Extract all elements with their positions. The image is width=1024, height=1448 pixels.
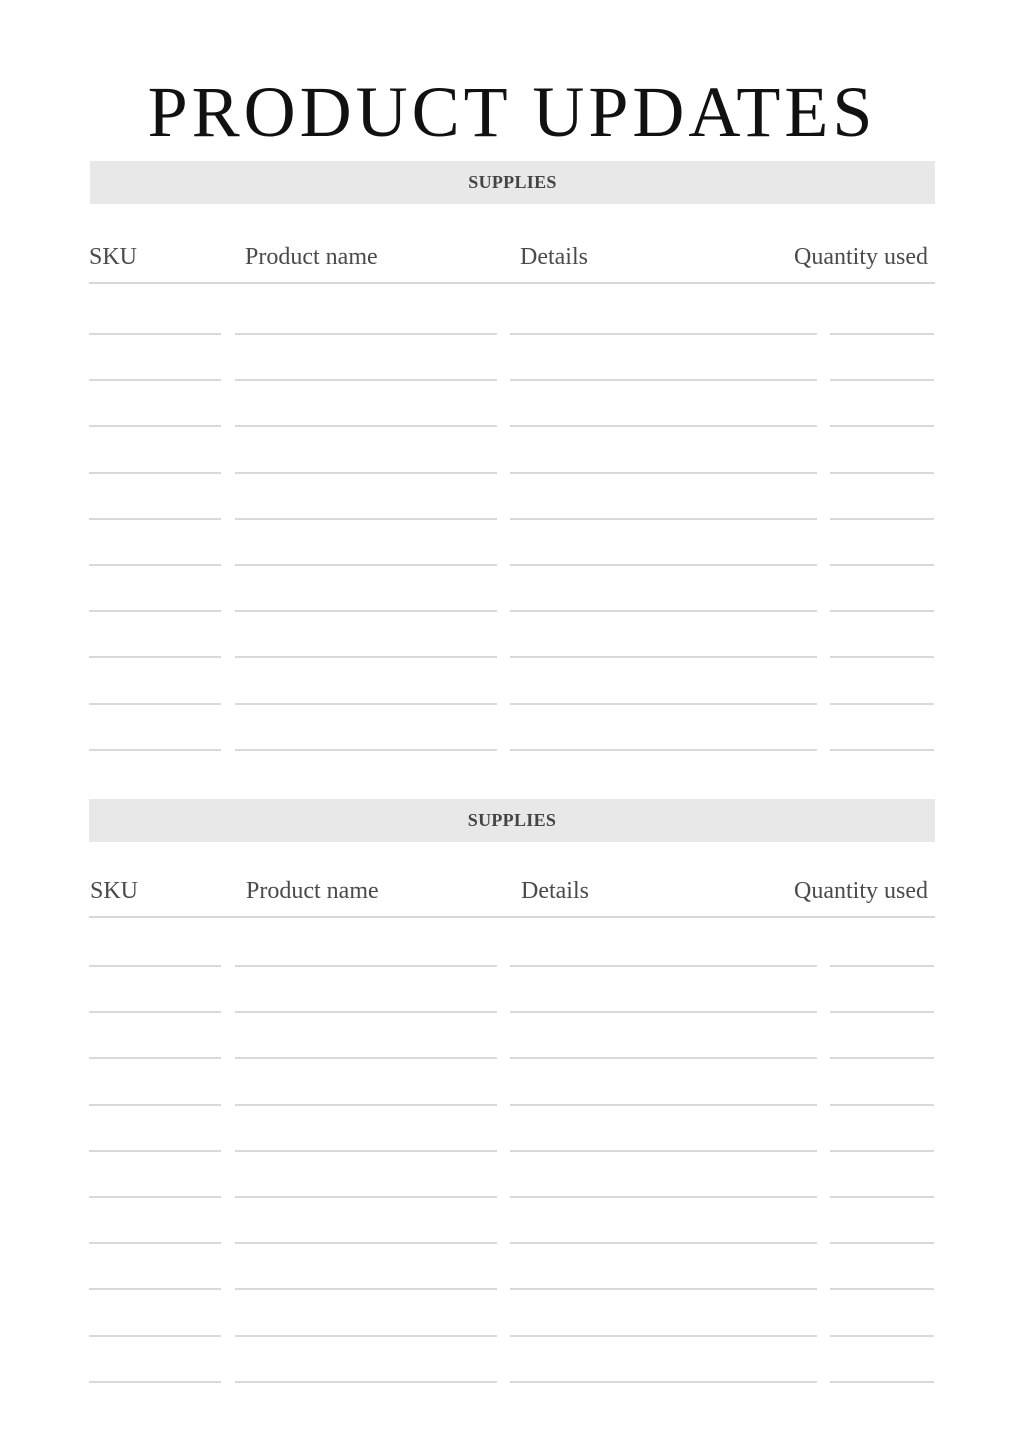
quantity-used-cell[interactable] bbox=[830, 1011, 934, 1013]
sku-cell[interactable] bbox=[89, 1104, 221, 1106]
quantity-used-cell[interactable] bbox=[830, 1150, 934, 1152]
quantity-used-cell[interactable] bbox=[830, 1242, 934, 1244]
details-cell[interactable] bbox=[510, 379, 817, 381]
section-header: SUPPLIES bbox=[89, 799, 935, 842]
header-divider bbox=[89, 282, 935, 284]
column-header-sku: SKU bbox=[90, 878, 139, 904]
details-cell[interactable] bbox=[510, 749, 817, 751]
details-cell[interactable] bbox=[510, 1150, 817, 1152]
product-name-cell[interactable] bbox=[235, 1242, 497, 1244]
details-cell[interactable] bbox=[510, 1381, 817, 1383]
details-cell[interactable] bbox=[510, 425, 817, 427]
product-name-cell[interactable] bbox=[235, 1288, 497, 1290]
details-cell[interactable] bbox=[510, 333, 817, 335]
quantity-used-cell[interactable] bbox=[830, 379, 934, 381]
sku-cell[interactable] bbox=[89, 518, 221, 520]
column-header-quantity-used: Quantity used bbox=[794, 878, 928, 904]
sku-cell[interactable] bbox=[89, 656, 221, 658]
product-name-cell[interactable] bbox=[235, 610, 497, 612]
product-name-cell[interactable] bbox=[235, 965, 497, 967]
product-name-cell[interactable] bbox=[235, 1104, 497, 1106]
sku-cell[interactable] bbox=[89, 1150, 221, 1152]
sku-cell[interactable] bbox=[89, 965, 221, 967]
sku-cell[interactable] bbox=[89, 703, 221, 705]
sku-cell[interactable] bbox=[89, 749, 221, 751]
column-header-quantity-used: Quantity used bbox=[794, 244, 928, 270]
sku-cell[interactable] bbox=[89, 425, 221, 427]
details-cell[interactable] bbox=[510, 1242, 817, 1244]
section-header: SUPPLIES bbox=[90, 161, 935, 204]
quantity-used-cell[interactable] bbox=[830, 656, 934, 658]
sku-cell[interactable] bbox=[89, 610, 221, 612]
quantity-used-cell[interactable] bbox=[830, 472, 934, 474]
sku-cell[interactable] bbox=[89, 564, 221, 566]
product-name-cell[interactable] bbox=[235, 564, 497, 566]
details-cell[interactable] bbox=[510, 1011, 817, 1013]
column-header-sku: SKU bbox=[89, 244, 138, 270]
quantity-used-cell[interactable] bbox=[830, 1288, 934, 1290]
details-cell[interactable] bbox=[510, 656, 817, 658]
header-divider bbox=[89, 916, 935, 918]
column-header-details: Details bbox=[521, 878, 589, 904]
sku-cell[interactable] bbox=[89, 1011, 221, 1013]
sku-cell[interactable] bbox=[89, 1335, 221, 1337]
quantity-used-cell[interactable] bbox=[830, 965, 934, 967]
quantity-used-cell[interactable] bbox=[830, 610, 934, 612]
product-name-cell[interactable] bbox=[235, 1150, 497, 1152]
details-cell[interactable] bbox=[510, 1104, 817, 1106]
details-cell[interactable] bbox=[510, 518, 817, 520]
quantity-used-cell[interactable] bbox=[830, 1104, 934, 1106]
details-cell[interactable] bbox=[510, 1057, 817, 1059]
quantity-used-cell[interactable] bbox=[830, 564, 934, 566]
page-title: PRODUCT UPDATES bbox=[147, 72, 877, 152]
sku-cell[interactable] bbox=[89, 1242, 221, 1244]
sku-cell[interactable] bbox=[89, 472, 221, 474]
quantity-used-cell[interactable] bbox=[830, 703, 934, 705]
product-name-cell[interactable] bbox=[235, 379, 497, 381]
details-cell[interactable] bbox=[510, 703, 817, 705]
sku-cell[interactable] bbox=[89, 1057, 221, 1059]
product-name-cell[interactable] bbox=[235, 1196, 497, 1198]
details-cell[interactable] bbox=[510, 564, 817, 566]
details-cell[interactable] bbox=[510, 965, 817, 967]
quantity-used-cell[interactable] bbox=[830, 518, 934, 520]
sku-cell[interactable] bbox=[89, 1381, 221, 1383]
product-name-cell[interactable] bbox=[235, 472, 497, 474]
product-name-cell[interactable] bbox=[235, 703, 497, 705]
product-name-cell[interactable] bbox=[235, 1335, 497, 1337]
quantity-used-cell[interactable] bbox=[830, 1196, 934, 1198]
quantity-used-cell[interactable] bbox=[830, 1335, 934, 1337]
product-name-cell[interactable] bbox=[235, 333, 497, 335]
product-name-cell[interactable] bbox=[235, 749, 497, 751]
quantity-used-cell[interactable] bbox=[830, 333, 934, 335]
product-name-cell[interactable] bbox=[235, 1381, 497, 1383]
product-name-cell[interactable] bbox=[235, 1057, 497, 1059]
product-name-cell[interactable] bbox=[235, 1011, 497, 1013]
details-cell[interactable] bbox=[510, 610, 817, 612]
details-cell[interactable] bbox=[510, 1196, 817, 1198]
quantity-used-cell[interactable] bbox=[830, 1381, 934, 1383]
quantity-used-cell[interactable] bbox=[830, 425, 934, 427]
details-cell[interactable] bbox=[510, 472, 817, 474]
details-cell[interactable] bbox=[510, 1335, 817, 1337]
column-header-details: Details bbox=[520, 244, 588, 270]
column-header-product-name: Product name bbox=[246, 878, 379, 904]
column-header-product-name: Product name bbox=[245, 244, 378, 270]
quantity-used-cell[interactable] bbox=[830, 749, 934, 751]
quantity-used-cell[interactable] bbox=[830, 1057, 934, 1059]
sku-cell[interactable] bbox=[89, 1288, 221, 1290]
sku-cell[interactable] bbox=[89, 1196, 221, 1198]
details-cell[interactable] bbox=[510, 1288, 817, 1290]
product-name-cell[interactable] bbox=[235, 518, 497, 520]
sku-cell[interactable] bbox=[89, 333, 221, 335]
product-name-cell[interactable] bbox=[235, 425, 497, 427]
sku-cell[interactable] bbox=[89, 379, 221, 381]
product-name-cell[interactable] bbox=[235, 656, 497, 658]
